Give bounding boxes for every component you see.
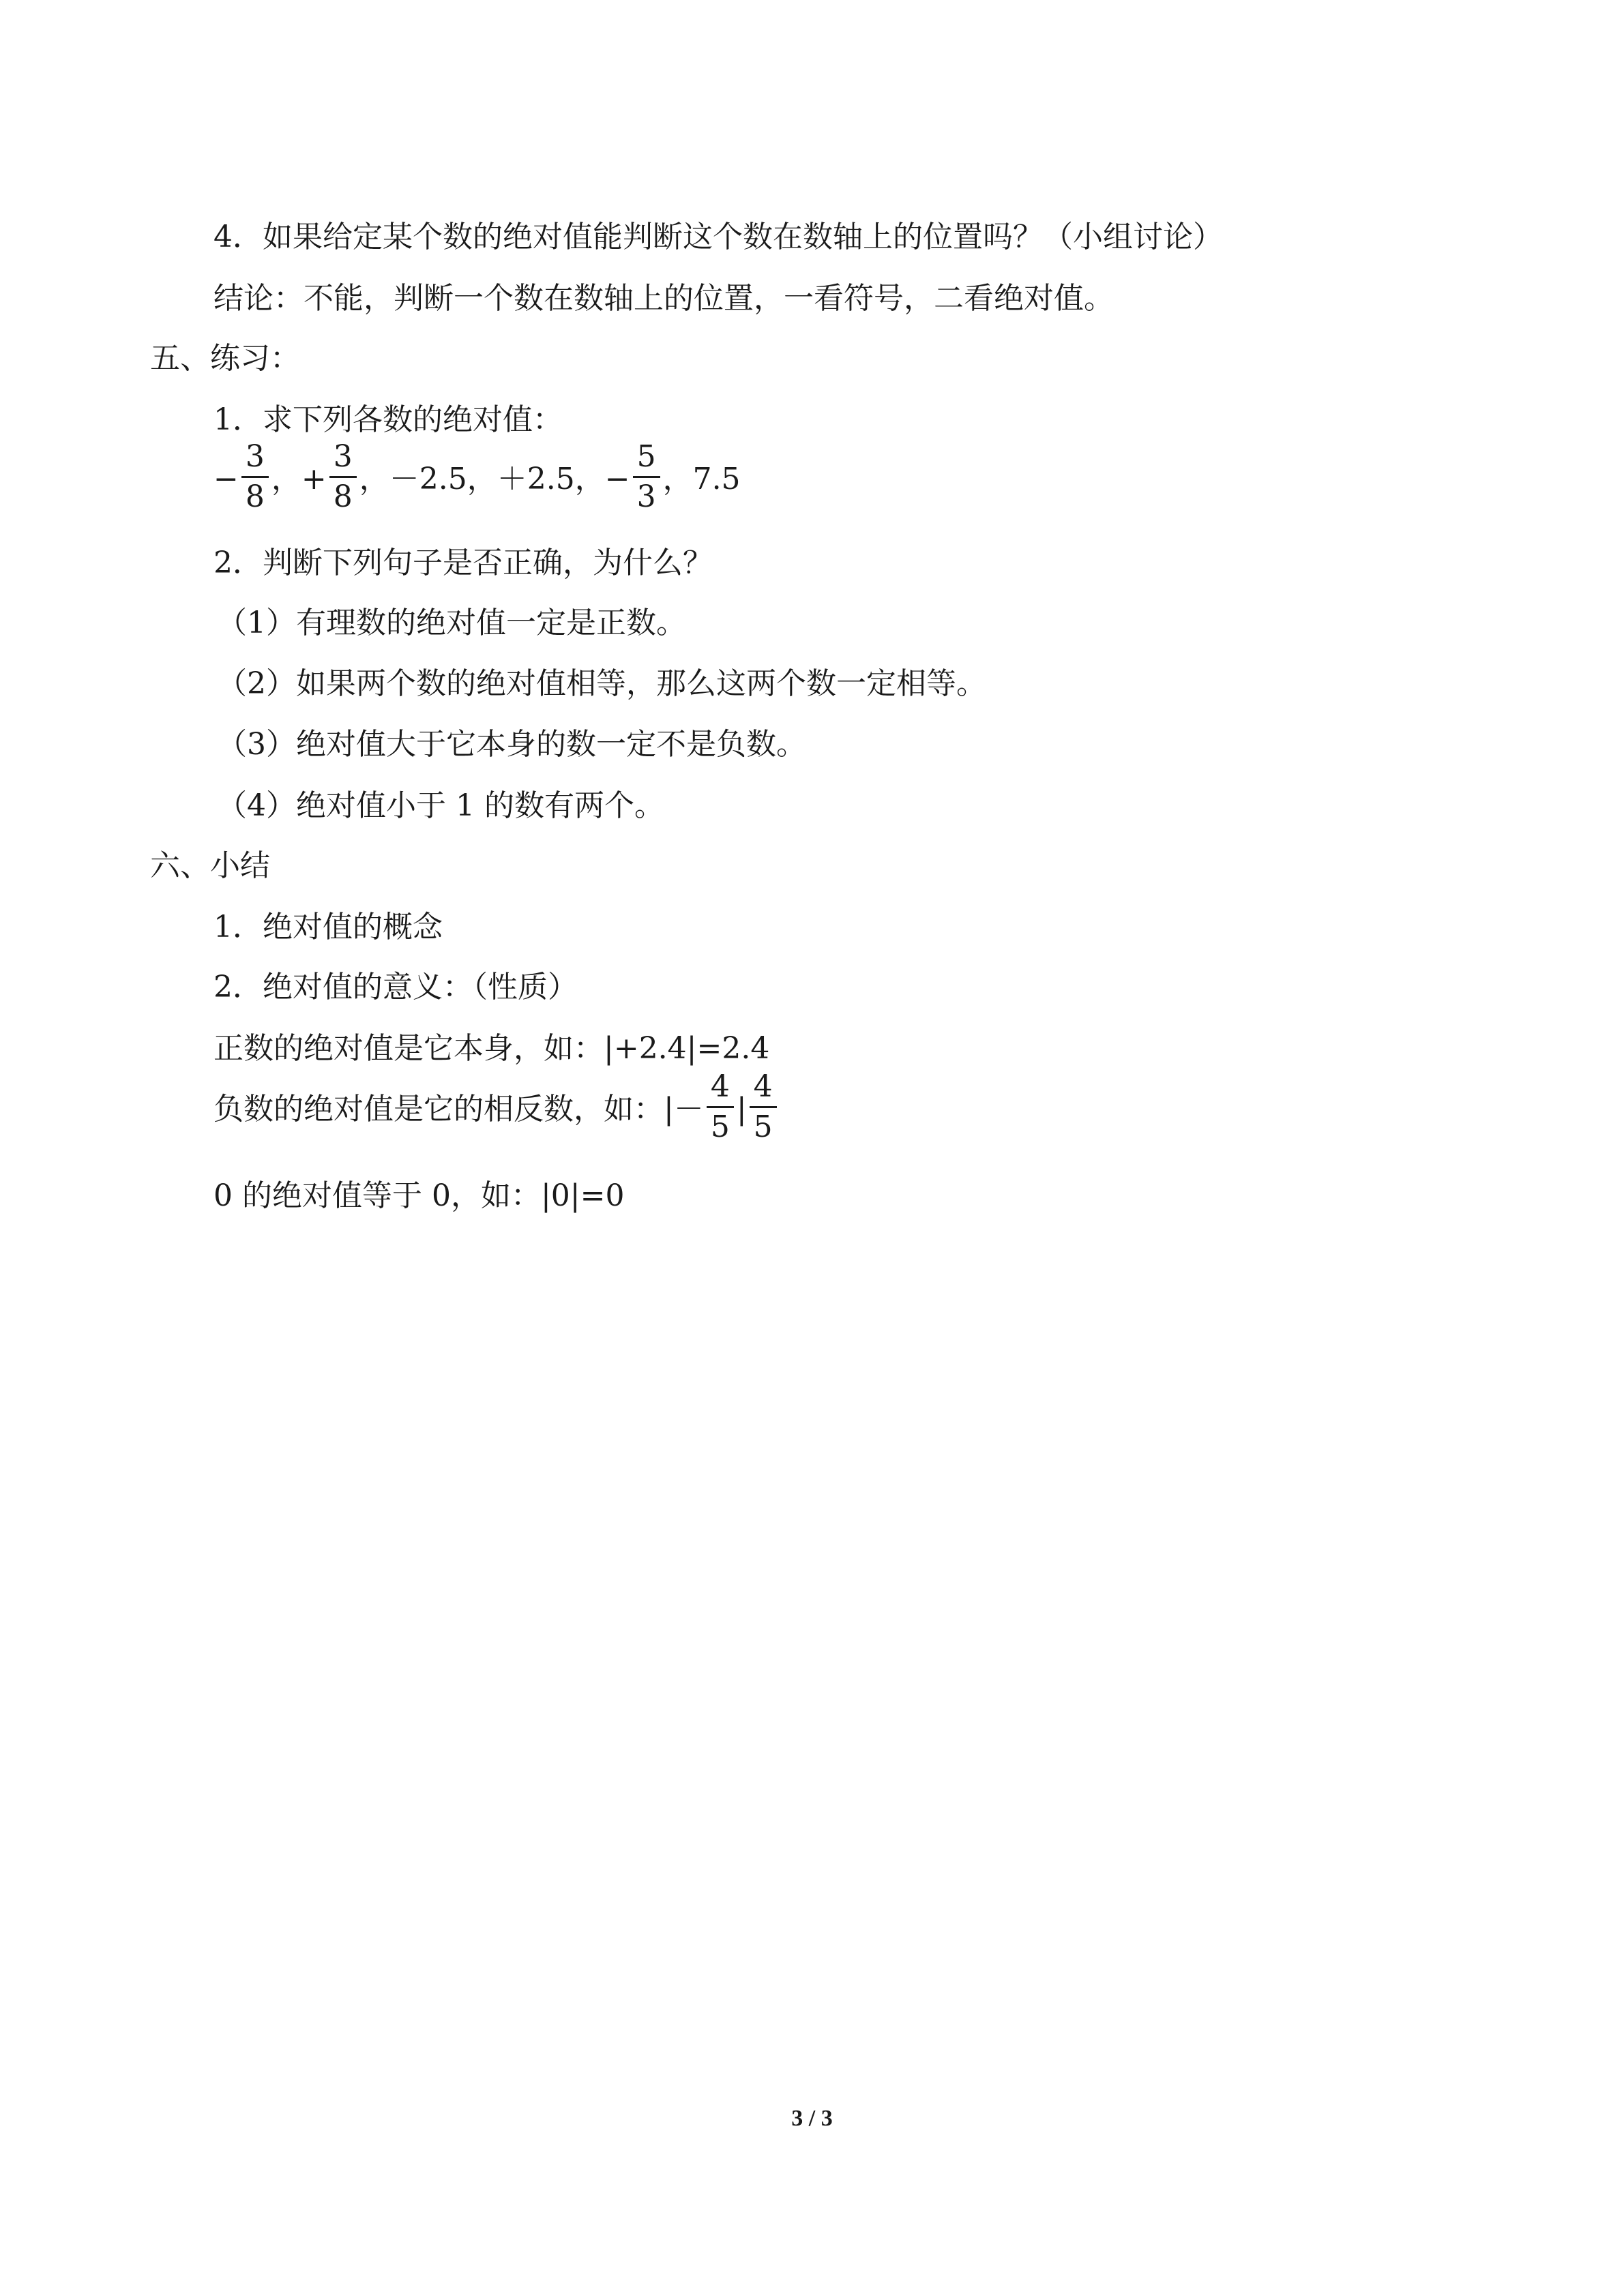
abs-bar: | bbox=[736, 1092, 747, 1127]
negative-rule bbox=[213, 1065, 780, 1154]
fraction-3-8 bbox=[241, 439, 269, 514]
summary-point-2: 2．绝对值的意义：（性质） bbox=[213, 970, 578, 1004]
number-list bbox=[213, 435, 741, 524]
numerator: 3 bbox=[333, 439, 353, 474]
fraction-4-5 bbox=[707, 1069, 734, 1144]
numerator: 4 bbox=[710, 1069, 730, 1104]
item-3: （3）绝对值大于它本身的数一定不是负数。 bbox=[217, 727, 806, 762]
conclusion: 结论：不能，判断一个数在数轴上的位置，一看符号，二看绝对值。 bbox=[213, 281, 1114, 316]
denominator: 5 bbox=[707, 1106, 734, 1142]
n1-sign: − bbox=[213, 462, 239, 496]
negative-rule-text: 负数的绝对值是它的相反数，如：|－ bbox=[213, 1092, 704, 1127]
task-1: 1．求下列各数的绝对值： bbox=[213, 402, 563, 437]
fraction-5-3 bbox=[633, 439, 660, 514]
task-2: 2．判断下列句子是否正确，为什么？ bbox=[213, 546, 713, 580]
decimal-values: ，－2.5，＋2.5， bbox=[359, 462, 605, 496]
n3-sign: − bbox=[604, 462, 630, 496]
denominator: 8 bbox=[241, 476, 269, 512]
denominator: 5 bbox=[750, 1106, 777, 1142]
numerator: 4 bbox=[753, 1069, 773, 1104]
positive-rule: 正数的绝对值是它本身，如：|+2.4|=2.4 bbox=[213, 1031, 770, 1066]
denominator: 3 bbox=[633, 476, 660, 512]
fraction-4-5-result bbox=[750, 1069, 777, 1144]
zero-rule: 0 的绝对值等于 0，如：|0|=0 bbox=[213, 1178, 625, 1213]
denominator: 8 bbox=[329, 476, 357, 512]
page-number: 3 / 3 bbox=[791, 2106, 833, 2131]
section-6-heading: 六、小结 bbox=[150, 848, 270, 883]
numerator: 5 bbox=[636, 439, 656, 474]
numerator: 3 bbox=[245, 439, 265, 474]
item-2: （2）如果两个数的绝对值相等，那么这两个数一定相等。 bbox=[217, 666, 986, 701]
question-4: 4．如果给定某个数的绝对值能判断这个数在数轴上的位置吗？（小组讨论） bbox=[213, 220, 1223, 254]
item-4: （4）绝对值小于 1 的数有两个。 bbox=[217, 788, 664, 823]
fraction-3-8-positive bbox=[329, 439, 357, 514]
last-value: ，7.5 bbox=[662, 462, 741, 496]
item-1: （1）有理数的绝对值一定是正数。 bbox=[217, 606, 686, 640]
summary-point-1: 1．绝对值的概念 bbox=[213, 910, 443, 944]
n2-sign: + bbox=[301, 462, 327, 496]
separator: ， bbox=[271, 462, 301, 496]
section-5-heading: 五、练习： bbox=[150, 341, 300, 376]
